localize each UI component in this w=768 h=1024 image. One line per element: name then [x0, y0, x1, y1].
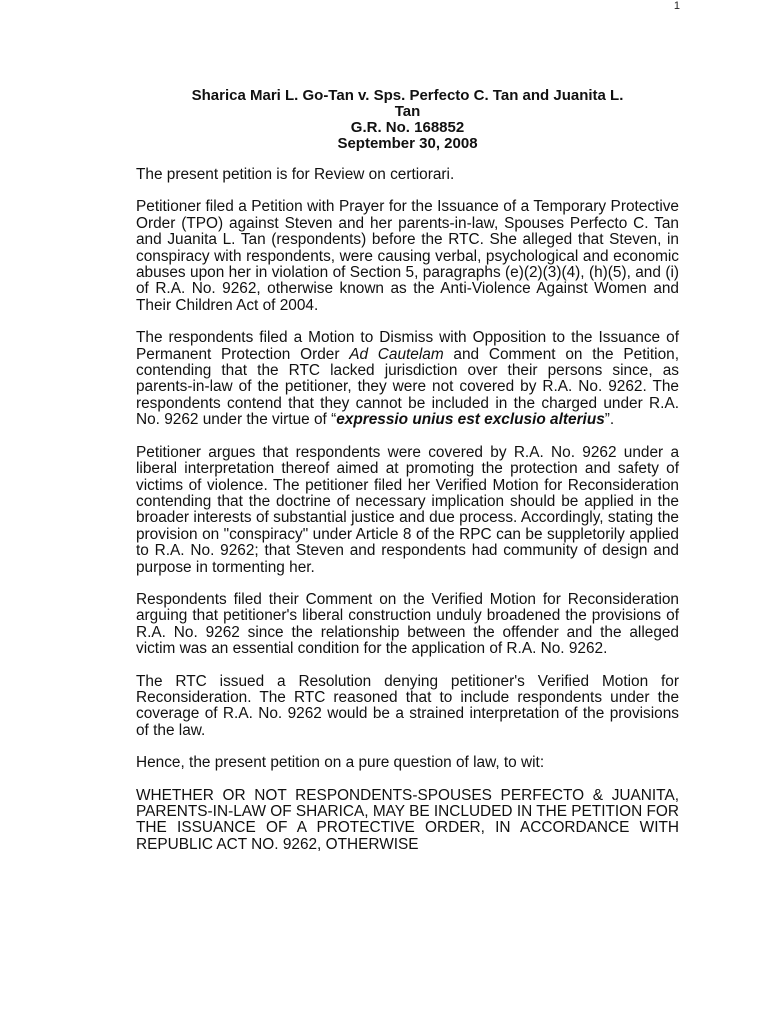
paragraph-petition-type: The present petition is for Review on certiorari.: [136, 166, 455, 183]
latin-maxim: expressio unius est exclusio alterius: [336, 411, 605, 429]
paragraph-respondents-comment: Respondents filed their Comment on the Verified Motion for Reconsideration arguing that petitioner's liberal construction unduly broadened the provisions of R.A. No. 9262 since the relationship between the offender and the alleged victim was an essential condition for the application of R.A. No. 9262.: [136, 590, 679, 658]
paragraph-petition-filed: Petitioner filed a Petition with Prayer for the Issuance of a Temporary Protective Order (TPO) against Steven and her parents-in-law, Spouses Perfecto C. Tan and Juanita L. Tan (respondents) before the RTC. She alleged that Steven, in conspiracy with respondents, were causing verbal, psychological and economic abuses upon her in violation of Section 5, paragraphs (e)(2)(3)(4), (h)(5), and (i) of R.A. No. 9262, otherwise known as the Anti-Violence Against Women and Their Children Act of 2004.: [136, 198, 679, 314]
document-body: [136, 88, 679, 869]
case-date: September 30, 2008: [337, 135, 478, 152]
paragraph-question-of-law: Hence, the present petition on a pure question of law, to wit:: [136, 754, 545, 772]
case-gr-number: G.R. No. 168852: [350, 119, 465, 136]
case-title: [136, 88, 679, 152]
paragraph-issue: WHETHER OR NOT RESPONDENTS-SPOUSES PERFECTO & JUANITA, PARENTS-IN-LAW OF SHARICA, MAY BE INCLUDED IN THE PETITION FOR THE ISSUANCE OF A PROTECTIVE ORDER, IN ACCORDANCE WITH REPUBLIC ACT NO. 9262, OTHERWISE: [136, 786, 680, 853]
paragraph-rtc-resolution: The RTC issued a Resolution denying petitioner's Verified Motion for Reconsideration. The RTC reasoned that to include respondents under the coverage of R.A. No. 9262 would be a strained interpretation of the provisions of the law.: [136, 672, 679, 739]
motion-text-2: and Comment on the Petition, contending that the RTC lacked jurisdiction over their persons since, as parents-in-law of the petitioner, they were not covered by R.A. No. 9262. The respondents contend that they cannot be included in the charged under R.A. No. 9262 under the virtue of “: [136, 345, 679, 429]
paragraph-petitioner-argues: Petitioner argues that respondents were covered by R.A. No. 9262 under a liberal interpretation thereof aimed at promoting the protection and safety of victims of violence. The petitioner filed her Verified Motion for Reconsideration contending that the doctrine of necessary implication should be applied in the broader interests of substantial justice and due process. Accordingly, stating the provision on "conspiracy" under Article 8 of the RPC can be suppletorily applied to R.A. No. 9262; that Steven and respondents had community of design and purpose in tormenting her.: [136, 443, 679, 576]
ad-cautelam-italic: Ad Cautelam: [349, 345, 444, 363]
motion-text-1: The respondents filed a Motion to Dismiss with Opposition to the Issuance of Permanent Protection Order: [136, 329, 679, 363]
case-title-line-1: Sharica Mari L. Go-Tan v. Sps. Perfecto C. Tan and Juanita L.: [191, 87, 624, 104]
paragraph-motion-to-dismiss: [136, 330, 679, 428]
case-title-line-2: Tan: [394, 103, 421, 120]
page-number: 1: [673, 0, 680, 12]
motion-text-end: ”.: [604, 411, 615, 429]
